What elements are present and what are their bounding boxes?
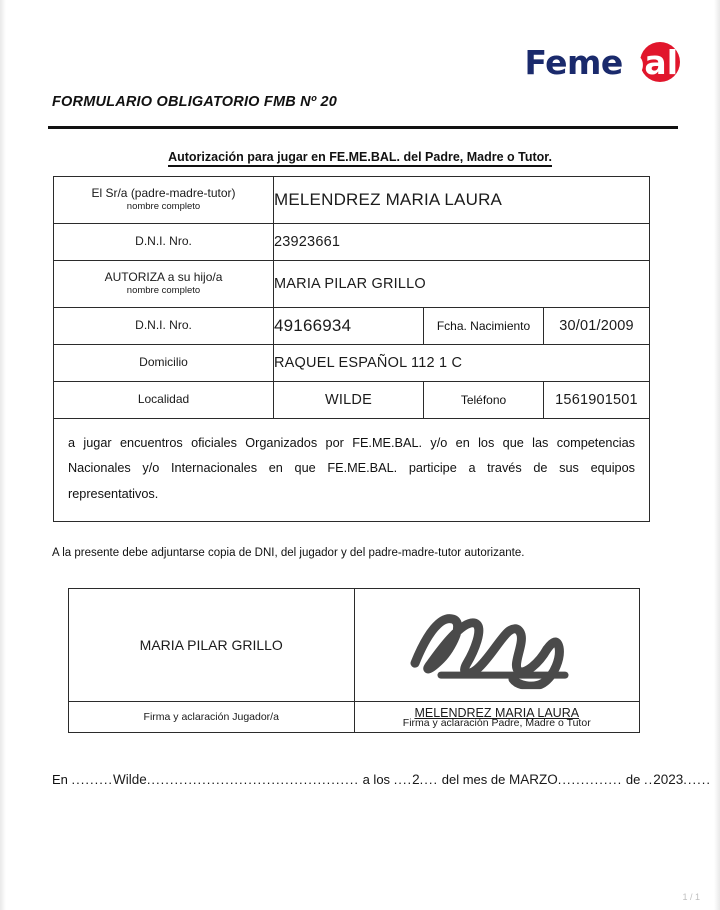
- footer-dots-2a: ....: [393, 772, 413, 787]
- table-row-guardian-dni: [54, 224, 650, 261]
- guardian-caption-cell: [354, 702, 640, 733]
- footer-dots-3: ..............: [557, 772, 623, 787]
- player-signature-cell[interactable]: [69, 589, 355, 702]
- footer-day-label: a los: [362, 772, 391, 787]
- table-row-address: [54, 345, 650, 382]
- guardian-label-sub: nombre completo: [126, 201, 201, 213]
- footer-dots-4b: ......: [683, 772, 711, 787]
- authorization-paragraph: a jugar encuentros oficiales Organizados por FE.ME.BAL. y/o en los que las competencias Nacionales y/o Internacionales en que FE.ME.BAL. participe a través de sus equipos representativos.: [54, 419, 650, 522]
- page-number: 1 / 1: [682, 892, 700, 902]
- guardian-name-field[interactable]: MELENDREZ MARIA LAURA: [274, 177, 650, 224]
- guardian-dni-field[interactable]: 23923661: [274, 224, 650, 261]
- authorization-table: [53, 176, 650, 522]
- birth-date-label: Fcha. Nacimiento: [424, 308, 544, 345]
- footer-dots-2b: ....: [419, 772, 439, 787]
- guardian-signature-name: MELENDREZ MARIA LAURA: [414, 705, 580, 720]
- city-field[interactable]: WILDE: [274, 382, 424, 419]
- authorizes-label-cell: [54, 261, 274, 308]
- guardian-signature-cell[interactable]: [354, 589, 640, 702]
- scan-edge-right: [714, 0, 720, 910]
- attachment-note: A la presente debe adjuntarse copia de DNI, del jugador y del padre-madre-tutor autorizante.: [52, 547, 525, 559]
- table-row-city-phone: [54, 382, 650, 419]
- guardian-dni-label: D.N.I. Nro.: [54, 224, 274, 261]
- footer-year-field[interactable]: 2023: [653, 772, 684, 787]
- authorizes-label: AUTORIZA a su hijo/a: [104, 269, 223, 284]
- child-dni-label: D.N.I. Nro.: [54, 308, 274, 345]
- footer-dots-1b: ..............................................: [146, 772, 359, 787]
- scan-edge-left: [0, 0, 6, 910]
- table-row-child: [54, 261, 650, 308]
- footer-dots-1a: .........: [71, 772, 114, 787]
- guardian-label-cell: [54, 177, 274, 224]
- guardian-label: El Sr/a (padre-madre-tutor): [91, 185, 236, 200]
- child-dni-field[interactable]: 49166934: [274, 308, 424, 345]
- footer-place-field[interactable]: Wilde: [113, 772, 147, 787]
- table-row-paragraph: [54, 419, 650, 522]
- logo-tail-text: bal: [620, 42, 678, 82]
- guardian-caption: Firma y aclaración Padre, Madre o Tutor: [402, 716, 591, 729]
- form-subtitle-text: Autorización para jugar en FE.ME.BAL. del Padre, Madre o Tutor.: [168, 150, 552, 167]
- player-caption: Firma y aclaración Jugador/a: [143, 711, 279, 723]
- page-title: FORMULARIO OBLIGATORIO FMB Nº 20: [52, 94, 338, 110]
- footer-prefix: En: [52, 772, 68, 787]
- handwritten-signature-icon: [397, 597, 597, 689]
- player-signature-name: MARIA PILAR GRILLO: [139, 637, 283, 653]
- address-field[interactable]: RAQUEL ESPAÑOL 112 1 C: [274, 345, 650, 382]
- footer-day-field[interactable]: 2: [412, 772, 420, 787]
- city-label: Localidad: [54, 382, 274, 419]
- table-row-child-dni: [54, 308, 650, 345]
- child-name-field[interactable]: MARIA PILAR GRILLO: [274, 261, 650, 308]
- table-row-guardian: [54, 177, 650, 224]
- phone-field[interactable]: 1561901501: [544, 382, 650, 419]
- player-caption-cell: [69, 702, 355, 733]
- footer-month-label: del mes de: [441, 772, 506, 787]
- signature-table: [68, 588, 640, 733]
- footer-month-field[interactable]: MARZO: [508, 772, 558, 787]
- phone-label: Teléfono: [424, 382, 544, 419]
- footer-dots-4a: ..: [644, 772, 654, 787]
- title-divider: [48, 126, 678, 129]
- address-label: Domicilio: [54, 345, 274, 382]
- logo-text: Feme: [524, 42, 623, 82]
- signature-caption-row: [69, 702, 640, 733]
- authorizes-label-sub: nombre completo: [126, 285, 201, 297]
- form-subtitle: [0, 150, 720, 164]
- femebal-logo: [524, 40, 678, 84]
- signature-row: [69, 589, 640, 702]
- footer-line: [52, 772, 711, 787]
- birth-date-field[interactable]: 30/01/2009: [544, 308, 650, 345]
- footer-year-label: de: [625, 772, 641, 787]
